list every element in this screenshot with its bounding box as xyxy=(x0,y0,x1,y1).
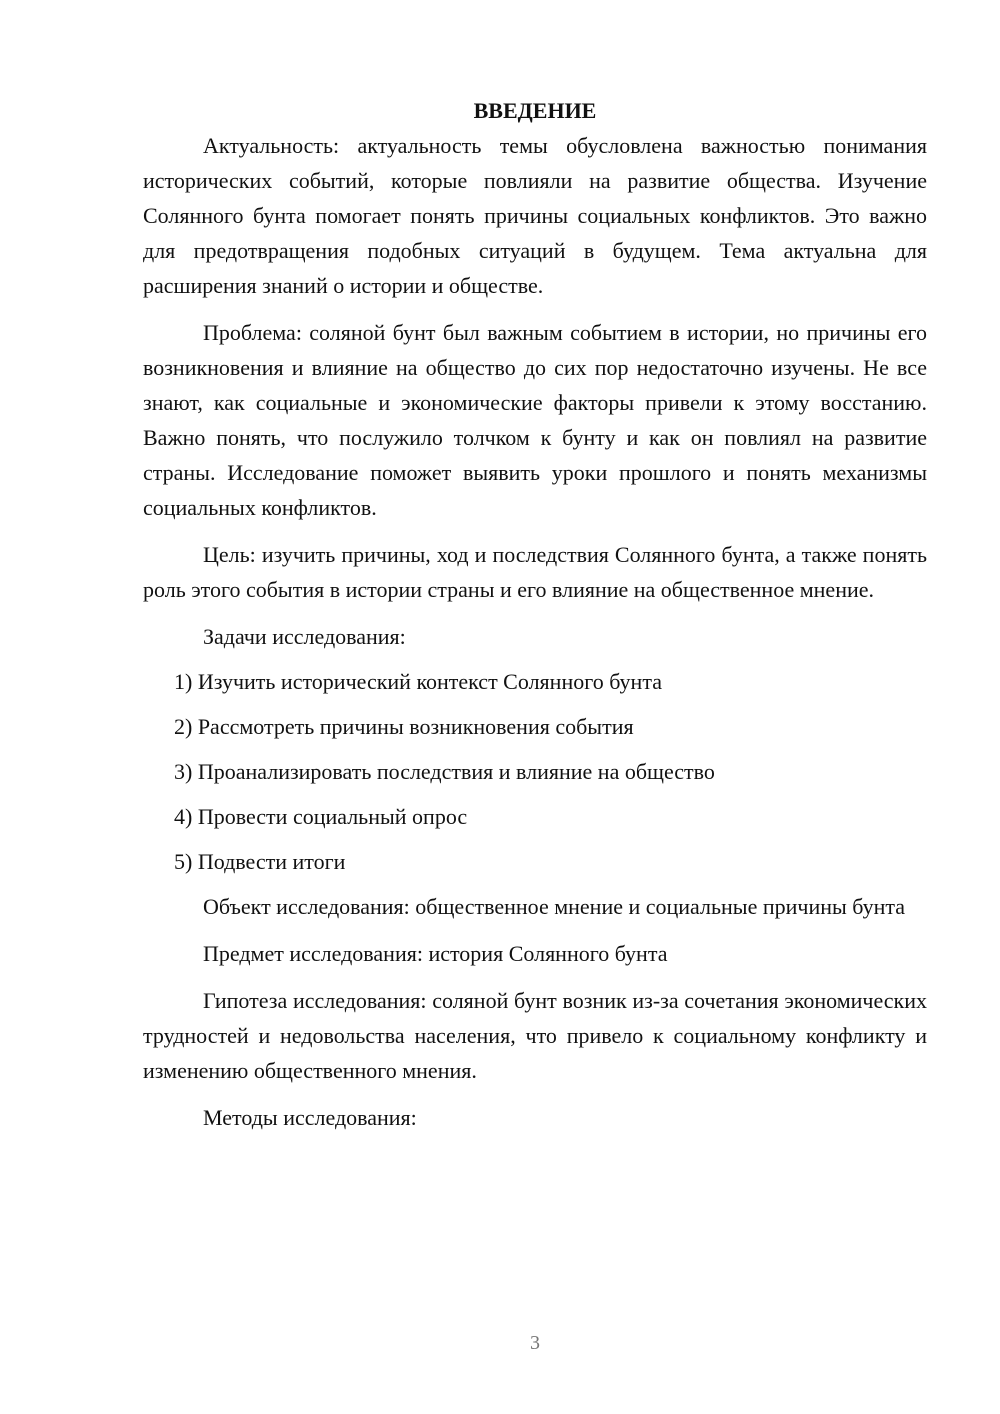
tasks-list xyxy=(143,664,927,879)
paragraph-object: Объект исследования: общественное мнение и социальные причины бунта xyxy=(203,894,906,919)
list-item: 2) Рассмотреть причины возникновения события xyxy=(174,714,634,739)
paragraph-hypothesis: Гипотеза исследования: соляной бунт возник из-за сочетания экономических трудностей и недовольства населения, что привело к социальному конфликту и изменению общественного мнения. xyxy=(143,988,927,1083)
paragraph-problem: Проблема: соляной бунт был важным событием в истории, но причины его возникновения и влияние на общество до сих пор недостаточно изучены. Не все знают, как социальные и экономические факторы привели к этому восстанию. Важно понять, что послужило толчком к бунту и как он повлиял на развитие страны. Исследование поможет выявить уроки прошлого и понять механизмы социальных конфликтов. xyxy=(143,320,927,520)
paragraph-subject: Предмет исследования: история Солянного бунта xyxy=(203,941,668,966)
list-item: 5) Подвести итоги xyxy=(174,849,346,874)
page-number: 3 xyxy=(530,1332,540,1354)
paragraph-relevance: Актуальность: актуальность темы обусловлена важностью понимания исторических событий, которые повлияли на развитие общества. Изучение Солянного бунта помогает понять причины социальных конфликтов. Это важно для предотвращения подобных ситуаций в будущем. Тема актуальна для расширения знаний о истории и обществе. xyxy=(143,133,927,298)
list-item: 3) Проанализировать последствия и влияние на общество xyxy=(174,759,715,784)
list-item: 1) Изучить исторический контекст Солянного бунта xyxy=(174,669,662,694)
methods-heading: Методы исследования: xyxy=(203,1105,417,1130)
section-title: ВВЕДЕНИЕ xyxy=(473,98,597,123)
document-page xyxy=(143,94,927,1147)
paragraph-goal: Цель: изучить причины, ход и последствия Солянного бунта, а также понять роль этого события в истории страны и его влияние на общественное мнение. xyxy=(143,542,927,602)
tasks-heading: Задачи исследования: xyxy=(203,624,406,649)
list-item: 4) Провести социальный опрос xyxy=(174,804,468,829)
